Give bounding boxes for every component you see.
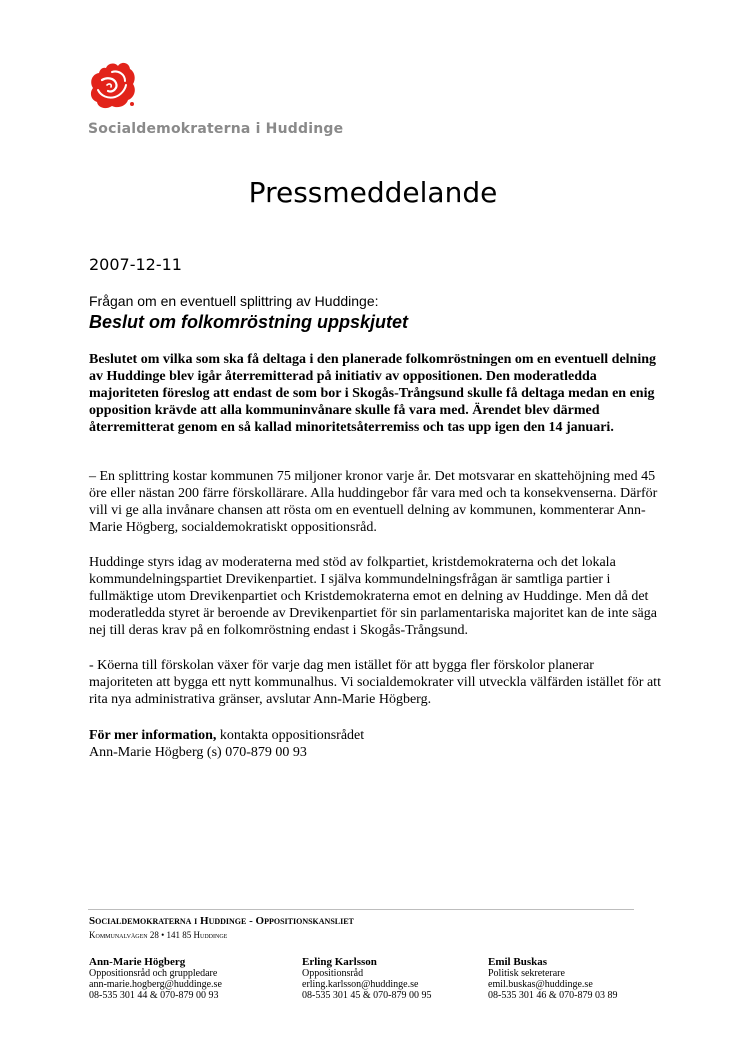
contact-line: Ann-Marie Högberg (s) 070-879 00 93 bbox=[89, 745, 307, 760]
kicker: Frågan om en eventuell splittring av Huddinge: bbox=[89, 293, 379, 309]
contact-phone: 08-535 301 45 & 070-879 00 95 bbox=[302, 990, 432, 1001]
contact-lead-rest: kontakta oppositionsrådet bbox=[216, 728, 365, 743]
contact-email[interactable]: erling.karlsson@huddinge.se bbox=[302, 979, 419, 990]
page-title: Pressmeddelande bbox=[248, 176, 498, 209]
footer-contact bbox=[302, 957, 431, 1001]
contact-name: Erling Karlsson bbox=[302, 956, 377, 968]
contact-role: Oppositionsråd bbox=[302, 968, 364, 979]
footer-contact bbox=[89, 957, 222, 1001]
red-rose-logo-icon bbox=[88, 60, 138, 118]
body-paragraph: Huddinge styrs idag av moderaterna med stöd av folkpartiet, kristdemokraterna och det lokala kommundelningspartiet Drevikenpartiet. I själva kommundelningsfrågan är samtliga partier i fullmäktige utom Drevikenpartiet och Kristdemokraterna emot en delning av Huddinge. Men då det moderatledda styret är beroende av Drevikenpartiet för sin parlamentariska majoritet kan de inte säga nej till deras krav på en folkomröstning endast i Skogås-Trångsund. bbox=[89, 555, 657, 638]
footer-organization: Socialdemokraterna i Huddinge - Oppositionskansliet bbox=[89, 915, 354, 927]
headline: Beslut om folkomröstning uppskjutet bbox=[89, 312, 409, 332]
release-date: 2007-12-11 bbox=[89, 255, 182, 274]
contact-phone: 08-535 301 44 & 070-879 00 93 bbox=[89, 990, 219, 1001]
footer-address: Kommunalvägen 28 • 141 85 Huddinge bbox=[89, 930, 228, 940]
contact-email[interactable]: ann-marie.hogberg@huddinge.se bbox=[89, 979, 222, 990]
contact-phone: 08-535 301 46 & 070-879 03 89 bbox=[488, 990, 618, 1001]
contact-email[interactable]: emil.buskas@huddinge.se bbox=[488, 979, 593, 990]
body-paragraph: - Köerna till förskolan växer för varje dag men istället för att bygga fler förskolor planerar majoriteten att bygga ett nytt kommunalhus. Vi socialdemokrater vill utveckla välfärden istället för att rita nya administrativa gränser, avslutar Ann-Marie Högberg. bbox=[89, 658, 661, 707]
contact-name: Ann-Marie Högberg bbox=[89, 956, 186, 968]
footer-contact bbox=[488, 957, 617, 1001]
contact-lead-bold: För mer information, bbox=[89, 728, 217, 743]
contact-role: Politisk sekreterare bbox=[488, 968, 565, 979]
footer-divider bbox=[88, 909, 634, 910]
contact-role: Oppositionsråd och gruppledare bbox=[89, 968, 218, 979]
organization-name: Socialdemokraterna i Huddinge bbox=[88, 121, 344, 137]
contact-name: Emil Buskas bbox=[488, 956, 547, 968]
lead-paragraph: Beslutet om vilka som ska få deltaga i den planerade folkomröstningen om en eventuell delning av Huddinge blev igår återremitterad på initiativ av oppositionen. Den moderatledda majoriteten föreslog att endast de som bor i Skogås-Trångsund skulle få deltaga medan en enig opposition krävde att alla kommuninvånare skulle få vara med. Ärendet blev därmed återremitterat genom en så kallad minoritetsåterremiss och tas upp igen den 14 januari. bbox=[89, 352, 657, 435]
contact-intro bbox=[89, 727, 661, 744]
body-paragraph: – En splittring kostar kommunen 75 miljoner kronor varje år. Det motsvarar en skattehöjning med 45 öre eller nästan 200 färre förskollärare. Alla huddingebor får vara med och ta konsekvenserna. Därför vill vi ge alla invånare chansen att rösta om en eventuell delning av kommunen, kommenterar Ann-Marie Högberg, socialdemokratiskt oppositionsråd. bbox=[89, 469, 658, 535]
